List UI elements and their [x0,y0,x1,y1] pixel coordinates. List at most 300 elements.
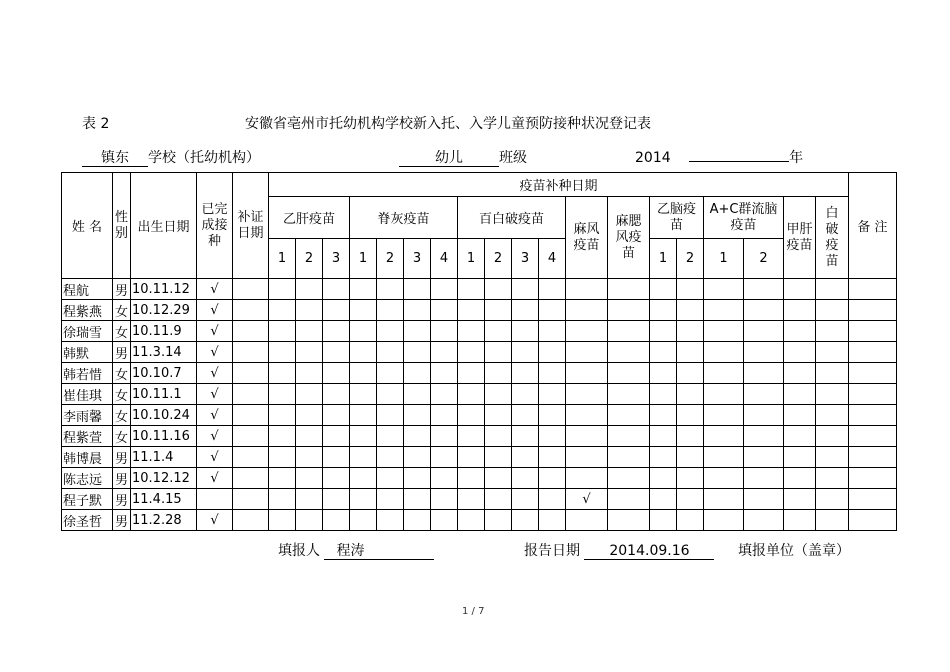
table-row [62,426,897,447]
dose-cell [650,447,677,468]
supplement-date-cell [233,510,269,531]
dose-cell [458,489,485,510]
dose-cell [404,342,431,363]
page-number: 1 / 7 [462,606,485,617]
dose-cell [816,426,849,447]
dose-cell [816,447,849,468]
child-birth-date: 10.11.9 [131,321,197,342]
dose-cell [608,342,650,363]
measles-cell: √ [566,489,608,510]
dose-cell [608,489,650,510]
dose-polio-4: 4 [431,239,458,279]
dose-dpt-3: 3 [512,239,539,279]
dose-cell [458,384,485,405]
dose-cell [849,363,897,384]
dose-cell [608,405,650,426]
child-birth-date: 11.2.28 [131,510,197,531]
dose-cell [704,468,744,489]
dose-cell [816,363,849,384]
dose-dpt-2: 2 [485,239,512,279]
dose-cell [744,489,784,510]
dose-cell [350,279,377,300]
dose-cell [269,510,296,531]
dose-cell [539,342,566,363]
dose-hepb-1: 1 [269,239,296,279]
dose-cell [512,468,539,489]
dose-cell [431,321,458,342]
dose-cell [784,363,816,384]
dose-cell [816,468,849,489]
dose-cell [485,342,512,363]
dose-cell [849,384,897,405]
dose-cell [296,447,323,468]
dose-cell [377,279,404,300]
header-sex: 性别 [113,173,131,279]
dose-cell [784,447,816,468]
dose-cell [512,510,539,531]
measles-cell [566,321,608,342]
child-birth-date: 11.1.4 [131,447,197,468]
dose-cell [816,405,849,426]
measles-cell [566,279,608,300]
dose-cell [677,279,704,300]
dose-cell [849,426,897,447]
dose-cell [816,321,849,342]
dose-dpt-4: 4 [539,239,566,279]
dose-cell [323,510,350,531]
dose-cell [485,405,512,426]
dose-cell [431,489,458,510]
report-date-label: 报告日期 [524,543,580,559]
child-sex: 女 [113,321,131,342]
dose-cell [269,489,296,510]
child-sex: 女 [113,405,131,426]
dose-cell [704,489,744,510]
dose-cell [296,426,323,447]
dose-cell [704,342,744,363]
dose-cell [677,468,704,489]
measles-cell [566,510,608,531]
dose-cell [704,300,744,321]
child-name: 陈志远 [62,468,113,489]
dose-cell [377,468,404,489]
header-meningococcal: A+C群流脑疫苗 [704,197,784,239]
dose-cell [323,300,350,321]
dose-cell [350,447,377,468]
dose-cell [744,279,784,300]
dose-cell [458,363,485,384]
measles-cell [566,342,608,363]
dose-cell [512,363,539,384]
dose-cell [485,489,512,510]
dose-cell [431,342,458,363]
dose-cell [849,279,897,300]
table-row [62,384,897,405]
dose-cell [650,384,677,405]
dose-cell [323,363,350,384]
table-row [62,510,897,531]
dose-cell [704,405,744,426]
dose-cell [744,426,784,447]
child-birth-date: 10.10.24 [131,405,197,426]
dose-cell [512,279,539,300]
dose-cell [704,510,744,531]
dose-cell [744,363,784,384]
dose-cell [744,468,784,489]
dose-men-2: 2 [744,239,784,279]
dose-cell [296,468,323,489]
supplement-date-cell [233,279,269,300]
dose-cell [485,384,512,405]
header-mmr: 麻腮风疫苗 [608,197,650,279]
dose-cell [744,342,784,363]
dose-cell [404,405,431,426]
dose-cell [849,510,897,531]
child-sex: 男 [113,468,131,489]
dose-cell [404,300,431,321]
dose-cell [849,468,897,489]
table-row [62,363,897,384]
dose-cell [404,426,431,447]
dose-cell [512,426,539,447]
supplement-date-cell [233,363,269,384]
dose-cell [404,489,431,510]
dose-cell [269,426,296,447]
dose-cell [704,363,744,384]
dose-cell [650,510,677,531]
dose-cell [431,447,458,468]
dose-cell [849,321,897,342]
dose-cell [404,447,431,468]
dose-cell [485,321,512,342]
table-row [62,447,897,468]
dose-cell [296,510,323,531]
dose-cell [485,279,512,300]
child-sex: 女 [113,426,131,447]
child-sex: 男 [113,342,131,363]
table-number: 表 2 [82,116,110,132]
info-line-year [635,147,803,167]
dose-cell [323,342,350,363]
dose-cell [608,321,650,342]
dose-cell [608,426,650,447]
dose-polio-2: 2 [377,239,404,279]
table-row [62,342,897,363]
header-supplement-date: 补证日期 [233,173,269,279]
child-name: 韩若惜 [62,363,113,384]
completed-mark [197,489,233,510]
child-sex: 男 [113,447,131,468]
dose-cell [677,447,704,468]
dose-cell [404,384,431,405]
dose-cell [350,300,377,321]
dose-cell [512,489,539,510]
dose-cell [816,279,849,300]
supplement-date-cell [233,342,269,363]
class-value: 幼儿 [399,150,499,167]
dose-cell [608,468,650,489]
child-name: 崔佳琪 [62,384,113,405]
child-name: 韩默 [62,342,113,363]
dose-cell [377,489,404,510]
year-blank [689,161,789,162]
dose-cell [323,489,350,510]
dose-cell [350,342,377,363]
dose-cell [650,489,677,510]
child-birth-date: 11.4.15 [131,489,197,510]
dose-cell [458,468,485,489]
year-value: 2014 [635,150,671,166]
dose-cell [296,279,323,300]
dose-cell [784,489,816,510]
dose-cell [377,342,404,363]
dose-cell [269,321,296,342]
dose-cell [350,426,377,447]
child-name: 程紫萱 [62,426,113,447]
table-row [62,405,897,426]
dose-cell [650,426,677,447]
dose-cell [744,300,784,321]
dose-cell [377,510,404,531]
child-sex: 男 [113,510,131,531]
completed-mark: √ [197,426,233,447]
dose-cell [784,300,816,321]
dose-cell [744,321,784,342]
dose-cell [377,363,404,384]
dose-cell [849,342,897,363]
dose-cell [704,279,744,300]
child-name: 程子默 [62,489,113,510]
dose-cell [458,447,485,468]
footer-filler [278,540,434,560]
dose-cell [458,300,485,321]
town-value: 镇东 [82,150,148,167]
dose-cell [539,510,566,531]
measles-cell [566,384,608,405]
dose-cell [404,321,431,342]
dose-cell [323,468,350,489]
child-name: 韩博晨 [62,447,113,468]
measles-cell [566,426,608,447]
dose-cell [512,447,539,468]
dose-cell [677,510,704,531]
dose-cell [784,468,816,489]
dose-cell [704,384,744,405]
completed-mark: √ [197,363,233,384]
dose-cell [849,489,897,510]
table-row [62,321,897,342]
child-sex: 男 [113,489,131,510]
dose-cell [458,279,485,300]
child-name: 程航 [62,279,113,300]
dose-cell [431,405,458,426]
dose-cell [458,426,485,447]
dose-hepb-3: 3 [323,239,350,279]
dose-cell [744,510,784,531]
dose-cell [512,384,539,405]
dose-cell [269,300,296,321]
dose-cell [269,405,296,426]
child-sex: 女 [113,300,131,321]
dose-cell [269,279,296,300]
dose-cell [744,447,784,468]
dose-cell [650,300,677,321]
dose-cell [512,342,539,363]
dose-cell [323,447,350,468]
dose-cell [431,363,458,384]
dose-cell [784,510,816,531]
dose-cell [784,279,816,300]
dose-polio-3: 3 [404,239,431,279]
child-birth-date: 10.11.16 [131,426,197,447]
dose-cell [512,300,539,321]
dose-cell [704,447,744,468]
header-name: 姓 名 [62,173,113,279]
dose-cell [323,279,350,300]
dose-cell [608,363,650,384]
supplement-date-cell [233,468,269,489]
completed-mark: √ [197,300,233,321]
page-title: 安徽省亳州市托幼机构学校新入托、入学儿童预防接种状况登记表 [245,116,651,132]
dose-cell [608,300,650,321]
dose-men-1: 1 [704,239,744,279]
dose-cell [704,321,744,342]
dose-cell [650,405,677,426]
dose-polio-1: 1 [350,239,377,279]
dose-cell [539,279,566,300]
dose-cell [849,447,897,468]
dose-cell [677,342,704,363]
dose-cell [485,447,512,468]
dose-cell [539,489,566,510]
dose-cell [816,300,849,321]
dose-hepb-2: 2 [296,239,323,279]
child-birth-date: 10.11.12 [131,279,197,300]
header-hepb: 乙肝疫苗 [269,197,350,239]
dose-cell [350,468,377,489]
dose-cell [485,510,512,531]
supplement-date-cell [233,405,269,426]
child-sex: 男 [113,279,131,300]
measles-cell [566,300,608,321]
header-vaccine-group: 疫苗补种日期 [269,173,849,197]
filler-value: 程涛 [324,543,434,560]
dose-cell [404,468,431,489]
child-sex: 女 [113,363,131,384]
dose-cell [677,405,704,426]
dose-cell [458,321,485,342]
footer-unit: 填报单位（盖章） [738,543,850,559]
dose-cell [377,405,404,426]
dose-cell [296,321,323,342]
dose-cell [431,300,458,321]
supplement-date-cell [233,426,269,447]
child-birth-date: 10.12.29 [131,300,197,321]
child-sex: 女 [113,384,131,405]
dose-cell [350,510,377,531]
header-birth-date: 出生日期 [131,173,197,279]
dose-cell [704,426,744,447]
dose-cell [608,447,650,468]
dose-cell [677,426,704,447]
dose-cell [784,384,816,405]
child-birth-date: 10.10.7 [131,363,197,384]
table-row [62,300,897,321]
measles-cell [566,363,608,384]
completed-mark: √ [197,405,233,426]
dose-cell [296,363,323,384]
completed-mark: √ [197,342,233,363]
supplement-date-cell [233,489,269,510]
dose-cell [377,321,404,342]
dose-dpt-1: 1 [458,239,485,279]
dose-cell [677,321,704,342]
dose-cell [784,342,816,363]
dose-cell [323,321,350,342]
child-birth-date: 11.3.14 [131,342,197,363]
dose-cell [677,300,704,321]
dose-cell [650,468,677,489]
header-measles: 麻风疫苗 [566,197,608,279]
dose-cell [323,426,350,447]
dose-cell [323,384,350,405]
dose-cell [784,405,816,426]
dose-cell [404,510,431,531]
completed-mark: √ [197,447,233,468]
dose-cell [296,300,323,321]
dose-cell [431,384,458,405]
header-dt: 白破疫苗 [816,197,849,279]
info-line-school [82,147,260,167]
dose-cell [377,300,404,321]
dose-cell [458,405,485,426]
table-row [62,279,897,300]
table-row [62,468,897,489]
dose-cell [296,405,323,426]
dose-cell [404,279,431,300]
dose-cell [296,384,323,405]
dose-cell [608,510,650,531]
dose-cell [431,426,458,447]
dose-cell [296,342,323,363]
completed-mark: √ [197,384,233,405]
dose-cell [269,342,296,363]
completed-mark: √ [197,468,233,489]
header-polio: 脊灰疫苗 [350,197,458,239]
dose-cell [539,363,566,384]
dose-cell [350,321,377,342]
dose-cell [350,384,377,405]
dose-cell [816,489,849,510]
dose-cell [849,300,897,321]
class-label: 班级 [499,150,527,166]
dose-cell [539,447,566,468]
dose-cell [744,405,784,426]
dose-cell [377,426,404,447]
header-hepa: 甲肝疫苗 [784,197,816,279]
dose-cell [539,384,566,405]
dose-cell [784,321,816,342]
dose-cell [377,447,404,468]
dose-cell [539,300,566,321]
supplement-date-cell [233,447,269,468]
dose-cell [269,468,296,489]
dose-cell [744,384,784,405]
dose-cell [377,384,404,405]
dose-cell [431,510,458,531]
dose-cell [269,384,296,405]
dose-cell [650,321,677,342]
